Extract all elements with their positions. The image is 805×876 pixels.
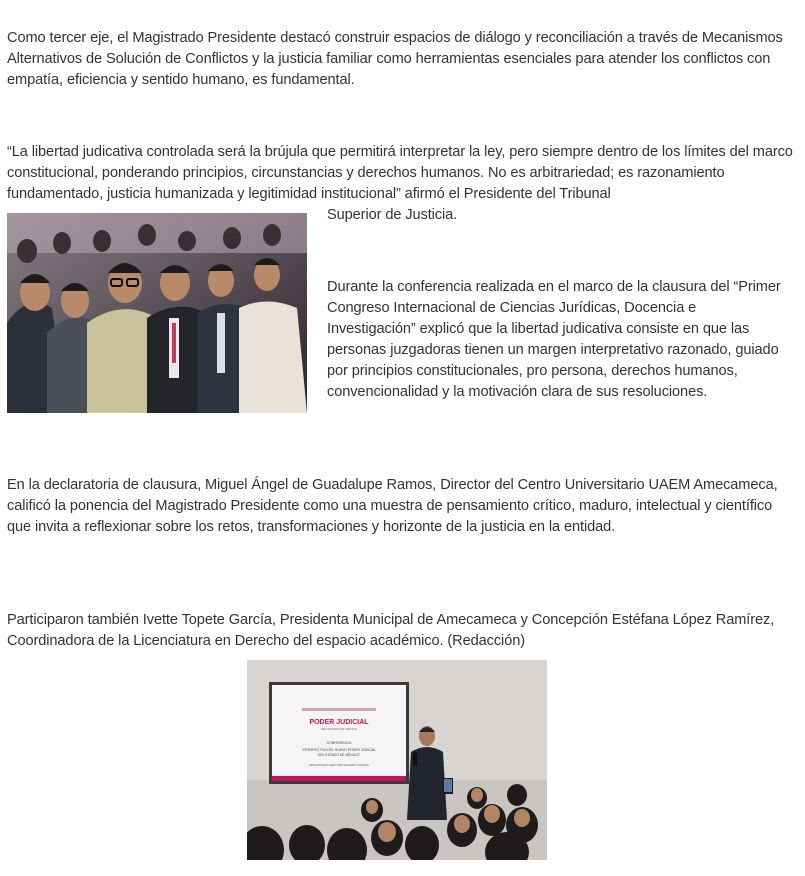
screen-line-2: “PERSPECTIVA DEL NUEVO PODER JUDICIAL: [302, 748, 376, 752]
screen-line-1: CONFERENCIA: [326, 741, 352, 745]
screen-brand-sub: DEL ESTADO DE MÉXICO: [320, 727, 358, 731]
paragraph-closing-declaration: En la declaratoria de clausura, Miguel Ángel de Guadalupe Ramos, Director del Centro Universitario UAEM Amecameca, calificó la ponencia del Magistrado Presidente como una muestra de pensamiento crítico, maduro, intelectual y científico que invita a reflexionar sobre los retos, transformaciones y horizonte de la justicia en la entidad.: [7, 477, 778, 535]
paragraph-participants: Participaron también Ivette Topete García, Presidenta Municipal de Amecameca y Concepción Estéfana López Ramírez, Coordinadora de la Licenciatura en Derecho del espacio académico. (Redacción): [7, 612, 775, 649]
conference-photo: [247, 660, 547, 860]
paragraph-quote-tail: Superior de Justicia.: [327, 207, 458, 223]
audience-photo: [7, 213, 307, 413]
paragraph-third-axis: Como tercer eje, el Magistrado Presidente destacó construir espacios de diálogo y reconciliación a través de Mecanismos Alternativos de Solución de Conflictos y la justicia familiar como herramientas esenciales para atender los conflictos con empatía, eficiencia y sentido humano, es fundamental.: [7, 30, 783, 88]
screen-line-3: DEL ESTADO DE MÉXICO”: [317, 753, 361, 757]
screen-line-4: MAGISTRADO HÉCTOR MACEDO GARCÍA: [309, 763, 369, 767]
screen-brand: PODER JUDICIAL: [309, 719, 369, 726]
paragraph-quote-main: “La libertad judicativa controlada será la brújula que permitirá interpretar la ley, pero siempre dentro de los límites del marco constitucional, ponderando principios, circunstancias y derechos humanos. No es arbitrariedad; es razonamiento fundamentado, justicia humanizada y legitimidad institucional” afirmó el Presidente del Tribunal: [7, 144, 793, 202]
paragraph-conference: Durante la conferencia realizada en el marco de la clausura del “Primer Congreso Internacional de Ciencias Jurídicas, Docencia e Investigación” explicó que la libertad judicativa consiste en que las personas juzgadoras tienen un margen interpretativo razonado, guiado por principios constitucionales, pro persona, derechos humanos, convencionalidad y la motivación clara de sus resoluciones.: [327, 279, 781, 400]
